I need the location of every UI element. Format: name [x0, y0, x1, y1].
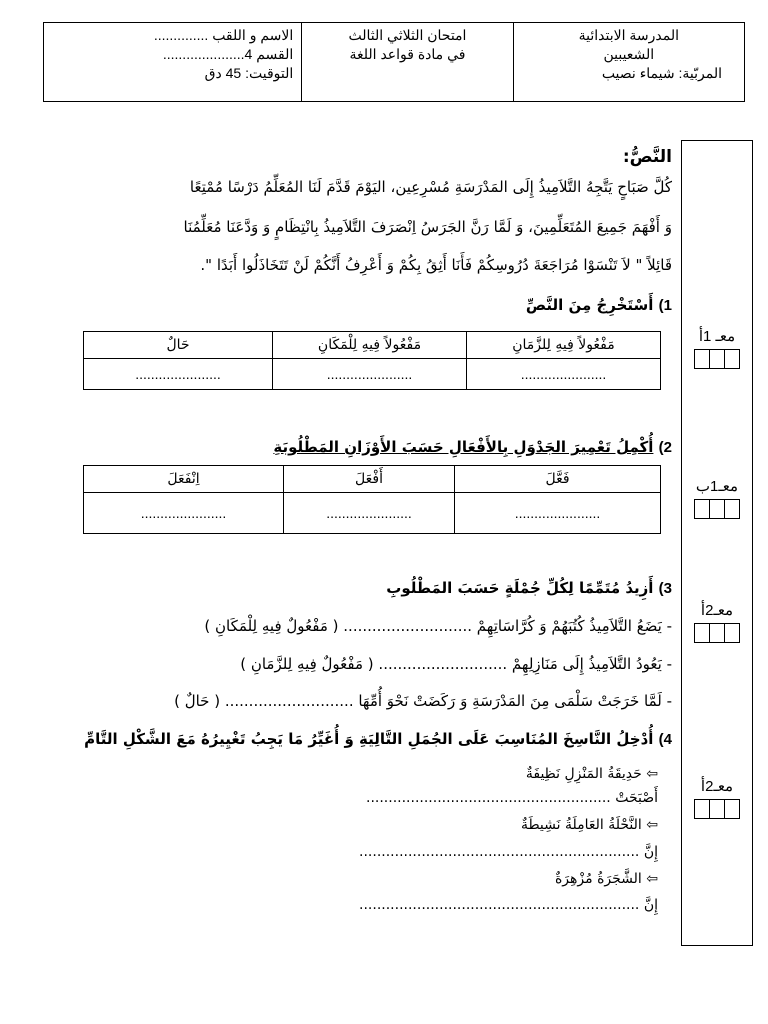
text-line-3: قَائِلاً " لاَ تَنْسَوْا مُرَاجَعَةَ دُرُوسِكُمْ فَأَنَا أَثِقُ بِكُمْ وَ أَعْرِفُ أَنَّكُمْ لَنْ تَتَخَاذَلُوا أَبَدًا ". [200, 256, 672, 274]
question-title: أُدْخِلُ النَّاسِخَ المُنَاسِبَ عَلَى الجُمَلِ التَّالِيَةِ وَ أُغَيِّرُ مَا يَجِبُ تَغْيِيرُهُ مَعَ الشَّكْلِ التَّامِّ [84, 730, 654, 748]
grade-criterion-2 [682, 477, 752, 519]
class-field[interactable]: القسم 4..................... [162, 46, 294, 62]
header-table [43, 22, 745, 102]
grade-boxes[interactable] [682, 349, 752, 369]
q4-sentence-2: ⇦ النَّحْلَةُ العَامِلَةُ نَشِيطَةٌ [520, 817, 658, 833]
grading-column [681, 140, 753, 946]
answer-cell[interactable]: ...................... [467, 359, 661, 390]
answer-cell[interactable]: ...................... [455, 493, 661, 534]
col-header-faala: فَعَّلَ [455, 466, 661, 493]
col-header-place: مَفْعُولاً فِيهِ لِلْمَكَانِ [273, 332, 467, 359]
question-number: 3) [658, 580, 672, 597]
question-number: 2) [658, 439, 672, 456]
question-title: أُكْمِلُ تَعْمِيرَ الجَدْوَلِ بِالأَفْعَالِ حَسَبَ الأَوْزَانِ المَطْلُوبَةِ [273, 438, 654, 456]
grade-label: معـ1ب [695, 478, 739, 495]
q4-answer-2[interactable]: إِنَّ ............................................................... [359, 844, 658, 860]
grade-criterion-1 [682, 327, 752, 369]
school-cell [513, 23, 744, 101]
question-3 [386, 579, 672, 597]
school-name: المدرسة الابتدائية [578, 27, 680, 43]
teacher-name: المربّية: شيماء نصيب [601, 65, 722, 81]
grade-boxes[interactable] [682, 799, 752, 819]
question-title: أَزِيدُ مُتَمِّمًا لِكُلِّ جُمْلَةٍ حَسَبَ المَطْلُوبِ [386, 579, 654, 597]
grade-criterion-3 [682, 601, 752, 643]
school-town: الشعيبين [603, 46, 655, 62]
text-title: النَّصُّ: [622, 147, 672, 167]
q4-sentence-1: ⇦ حَدِيقَةُ المَنْزِلِ نَظِيفَةٌ [525, 766, 658, 782]
question-number: 4) [658, 731, 672, 748]
col-header-afala: أَفْعَلَ [284, 466, 455, 493]
student-name-field[interactable]: الاسم و اللقب .............. [153, 27, 294, 43]
col-header-time: مَفْعُولاً فِيهِ لِلزَّمَانِ [467, 332, 661, 359]
text-line-1: كُلَّ صَبَاحٍ يَتَّجِهُ التَّلاَمِيذُ إِلَى المَدْرَسَةِ مُسْرِعِين، اليَوْمَ قَدَّمَ لَنَا المُعَلِّمُ دَرْسًا مُمْتِعًا [189, 178, 672, 196]
question-title: أَسْتَخْرِجُ مِنَ النَّصِّ [525, 296, 654, 314]
q4-answer-1[interactable]: أَصْبَحَتْ ....................................................... [366, 790, 658, 806]
grade-label: معـ2أ [700, 778, 734, 795]
question-number: 1) [658, 297, 672, 314]
question-1 [526, 296, 672, 314]
student-cell [44, 23, 301, 101]
q4-answer-3[interactable]: إِنَّ ............................................................... [359, 897, 658, 913]
answer-cell[interactable]: ...................... [273, 359, 467, 390]
exam-cell [301, 23, 512, 101]
grade-criterion-4 [682, 777, 752, 819]
q4-sentence-3: ⇦ الشَّجَرَةُ مُزْهِرَةٌ [554, 871, 658, 887]
q3-item-2[interactable]: - يَعُودُ التَّلاَمِيذُ إِلَى مَنَازِلِهِمْ ........................... ( مَفْعُولٌ فِيهِ لِلزَّمَانِ ) [240, 655, 672, 673]
grade-boxes[interactable] [682, 499, 752, 519]
exam-time: التوقيت: 45 دق [204, 65, 294, 81]
q1-table [83, 331, 661, 390]
q3-item-1[interactable]: - يَضَعُ التَّلاَمِيذُ كُتُبَهُمْ وَ كُرَّاسَاتِهِمْ ........................... ( مَفْعُولٌ فِيهِ لِلْمَكَانِ ) [204, 617, 672, 635]
answer-cell[interactable]: ...................... [284, 493, 455, 534]
grade-boxes[interactable] [682, 623, 752, 643]
col-header-hal: حَالٌ [84, 332, 273, 359]
answer-cell[interactable]: ...................... [84, 359, 273, 390]
exam-title: امتحان الثلاثي الثالث [348, 27, 467, 43]
text-line-2: وَ أَفْهَمَ جَمِيعَ المُتَعَلِّمِينَ، وَ لَمَّا رَنَّ الجَرَسُ اِنْصَرَفَ التَّلاَمِيذُ بِانْتِظَامٍ وَ وَدَّعَنَا مُعَلِّمُنَا [183, 218, 672, 236]
q2-table [83, 465, 661, 534]
q3-item-3[interactable]: - لَمَّا خَرَجَتْ سَلْمَى مِنَ المَدْرَسَةِ وَ رَكَضَتْ نَحْوَ أُمِّهَا ........................... ( حَالٌ ) [174, 692, 672, 710]
exam-subject: في مادة قواعد اللغة [349, 46, 466, 62]
col-header-infaala: اِنْفَعَلَ [84, 466, 284, 493]
grade-label: معـ2أ [700, 602, 734, 619]
question-2 [273, 438, 672, 456]
question-4 [84, 730, 672, 748]
answer-cell[interactable]: ...................... [84, 493, 284, 534]
grade-label: معـ 1أ [698, 328, 736, 345]
